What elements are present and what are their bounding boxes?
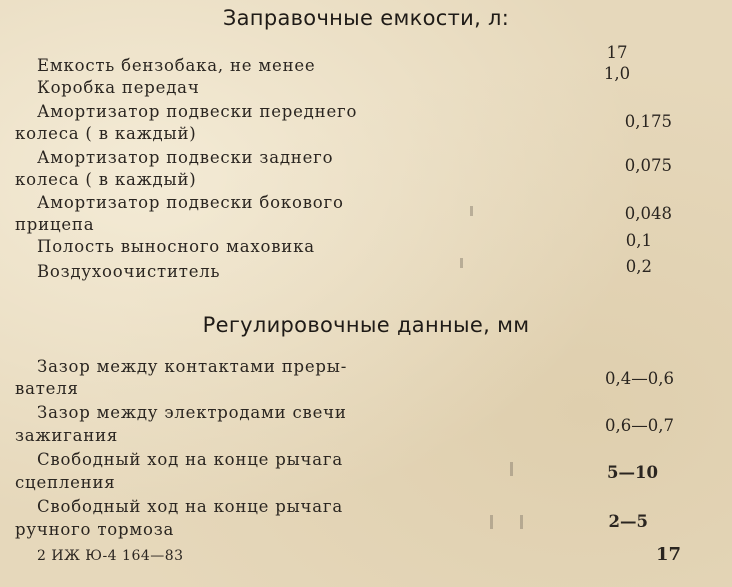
label-clutch-lever-2: сцепления bbox=[15, 473, 116, 492]
label-rear-shock-2: колеса ( в каждый) bbox=[15, 170, 197, 189]
page-number: 17 bbox=[656, 544, 682, 565]
section-heading-capacities: Заправочные емкости, л: bbox=[222, 6, 510, 30]
label-breaker-gap-2: вателя bbox=[15, 379, 79, 398]
label-spark-gap-1: Зазор между электродами свечи bbox=[37, 403, 347, 422]
paper-speck bbox=[520, 515, 523, 529]
paper-speck bbox=[470, 206, 473, 216]
value-spark-gap: 0,6—0,7 bbox=[605, 416, 674, 435]
label-front-shock-2: колеса ( в каждый) bbox=[15, 124, 197, 143]
label-air-filter: Воздухоочиститель bbox=[37, 262, 221, 281]
paper-speck bbox=[490, 515, 493, 529]
label-breaker-gap-1: Зазор между контактами преры- bbox=[37, 357, 348, 376]
label-gearbox: Коробка передач bbox=[37, 78, 200, 97]
label-brake-lever-2: ручного тормоза bbox=[15, 520, 175, 539]
label-sidecar-shock-2: прицепа bbox=[15, 215, 95, 234]
label-sidecar-shock-1: Амортизатор подвески бокового bbox=[37, 193, 344, 212]
label-fuel-tank: Емкость бензобака, не менее bbox=[37, 56, 316, 75]
label-clutch-lever-1: Свободный ход на конце рычага bbox=[37, 450, 343, 469]
value-air-filter: 0,2 bbox=[625, 257, 652, 276]
label-spark-gap-2: зажигания bbox=[15, 426, 119, 445]
label-front-shock-1: Амортизатор подвески переднего bbox=[37, 102, 358, 121]
value-breaker-gap: 0,4—0,6 bbox=[605, 369, 674, 388]
section-heading-adjustments: Регулировочные данные, мм bbox=[202, 313, 530, 337]
paper-speck bbox=[460, 258, 463, 268]
value-clutch-lever: 5—10 bbox=[607, 463, 658, 482]
value-rear-shock: 0,075 bbox=[624, 156, 672, 175]
value-gearbox: 1,0 bbox=[603, 64, 631, 83]
paper-speck bbox=[510, 462, 513, 476]
value-fuel-tank: 17 bbox=[606, 43, 628, 62]
value-brake-lever: 2—5 bbox=[608, 512, 648, 531]
value-sidecar-shock: 0,048 bbox=[624, 204, 672, 223]
label-flywheel: Полость выносного маховика bbox=[37, 237, 315, 256]
label-rear-shock-1: Амортизатор подвески заднего bbox=[37, 148, 334, 167]
value-flywheel: 0,1 bbox=[625, 231, 652, 250]
printer-imprint: 2 ИЖ Ю-4 164—83 bbox=[37, 548, 184, 564]
label-brake-lever-1: Свободный ход на конце рычага bbox=[37, 497, 343, 516]
value-front-shock: 0,175 bbox=[624, 112, 672, 131]
